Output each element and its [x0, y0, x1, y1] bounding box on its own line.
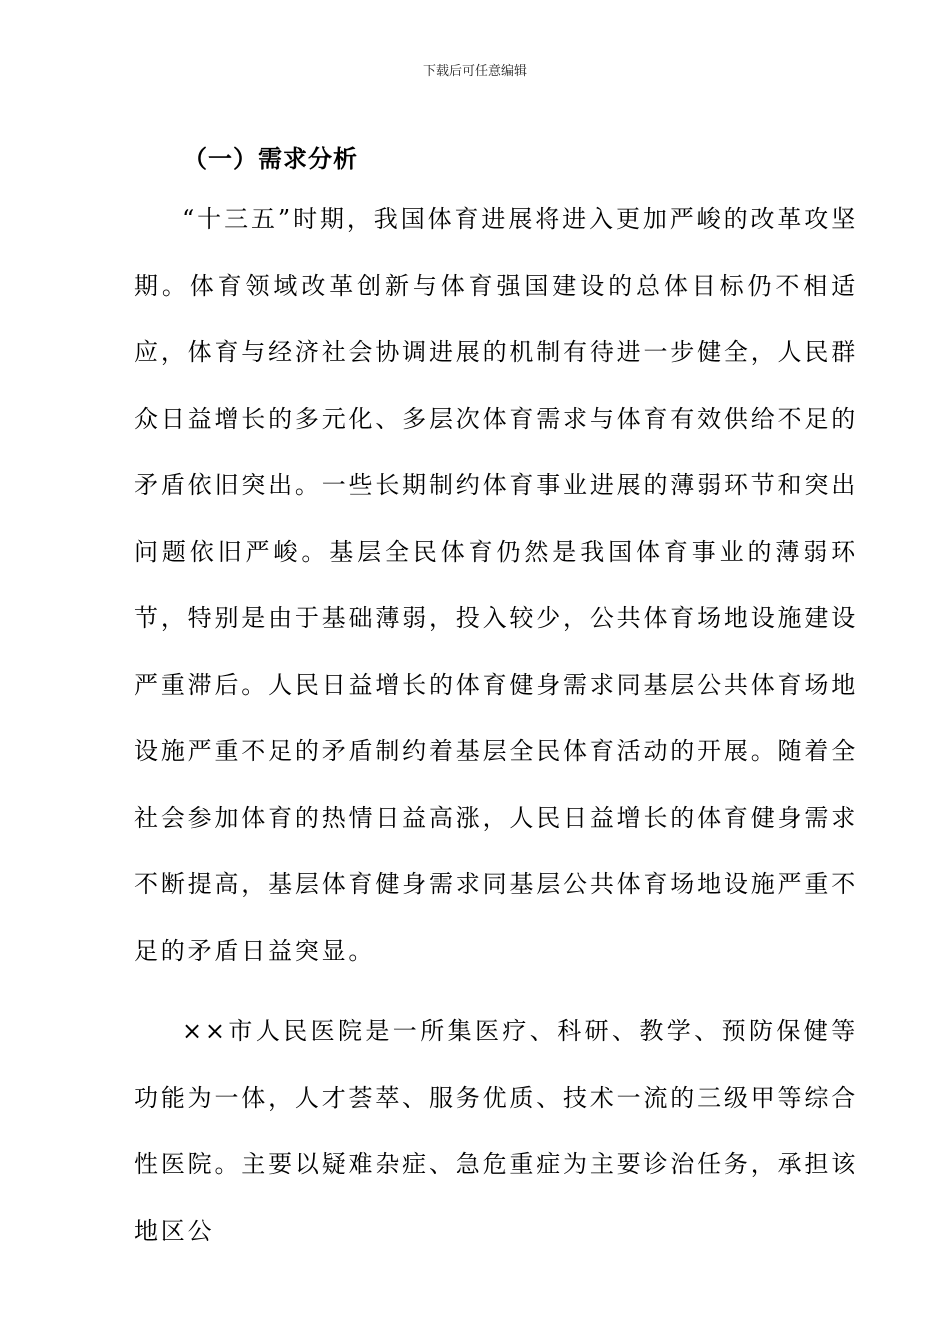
section-heading: （一）需求分析	[183, 144, 358, 173]
body-paragraph-1: “十三五”时期，我国体育进展将进入更加严峻的改革攻坚期。体育领域改革创新与体育强国建设的总体目标仍不相适应，体育与经济社会协调进展的机制有待进一步健全，人民群众日益增长的多元化、多层次体育需求与体育有效供给不足的矛盾依旧突出。一些长期制约体育事业进展的薄弱环节和突出问题依旧严峻。基层全民体育仍然是我国体育事业的薄弱环节，特别是由于基础薄弱，投入较少，公共体育场地设施建设严重滞后。人民日益增长的体育健身需求同基层公共体育场地设施严重不足的矛盾制约着基层全民体育活动的开展。随着全社会参加体育的热情日益高涨，人民日益增长的体育健身需求不断提高，基层体育健身需求同基层公共体育场地设施严重不足的矛盾日益突显。	[134, 205, 858, 965]
body-paragraph-2: ××市人民医院是一所集医疗、科研、教学、预防保健等功能为一体，人才荟萃、服务优质、技术一流的三级甲等综合性医院。主要以疑难杂症、急危重症为主要诊治任务，承担该地区公	[134, 1017, 858, 1245]
page-header: 下载后可任意编辑	[422, 64, 527, 79]
